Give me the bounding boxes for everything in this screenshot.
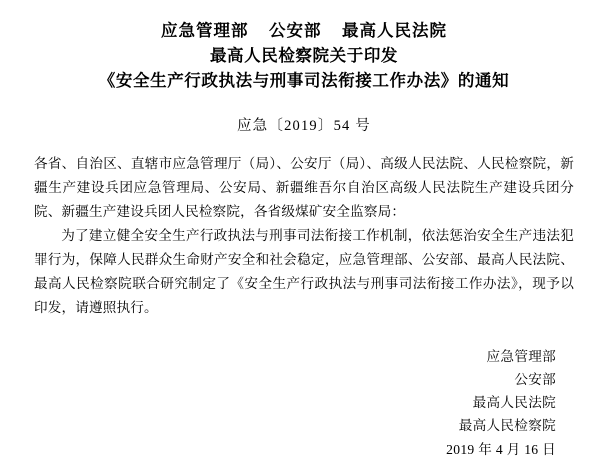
document-body: [34, 152, 574, 320]
signature-block: [34, 345, 574, 461]
title-line-3: 《安全生产行政执法与刑事司法衔接工作办法》的通知: [98, 71, 510, 90]
title-line-2: 最高人民检察院关于印发: [209, 46, 399, 65]
body-paragraph-1: 为了建立健全安全生产行政执法与刑事司法衔接工作机制，依法惩治安全生产违法犯罪行为，保障人民群众生命财产安全和社会稳定，应急管理部、公安部、最高人民法院、最高人民检察院联合研究制定了《安全生产行政执法与刑事司法衔接工作办法》，现予以印发，请遵照执行。: [34, 228, 574, 315]
signature-line-3: 最高人民法院: [472, 395, 556, 410]
title-line-1: 应急管理部 公安部 最高人民法院: [161, 21, 447, 40]
signature-line-1: 应急管理部: [486, 349, 556, 364]
signature-line-2: 公安部: [514, 372, 556, 387]
signature-line-4: 最高人民检察院: [458, 418, 556, 433]
recipients-paragraph: 各省、自治区、直辖市应急管理厅（局）、公安厅（局）、高级人民法院、人民检察院，新疆生产建设兵团应急管理局、公安局、新疆维吾尔自治区高级人民法院生产建设兵团分院、新疆生产建设兵团人民检察院，各省级煤矿安全监察局：: [34, 156, 574, 219]
document-title: [34, 18, 574, 93]
signature-date: 2019 年 4 月 16 日: [446, 442, 556, 457]
document-number: 应急〔2019〕54 号: [236, 118, 372, 134]
